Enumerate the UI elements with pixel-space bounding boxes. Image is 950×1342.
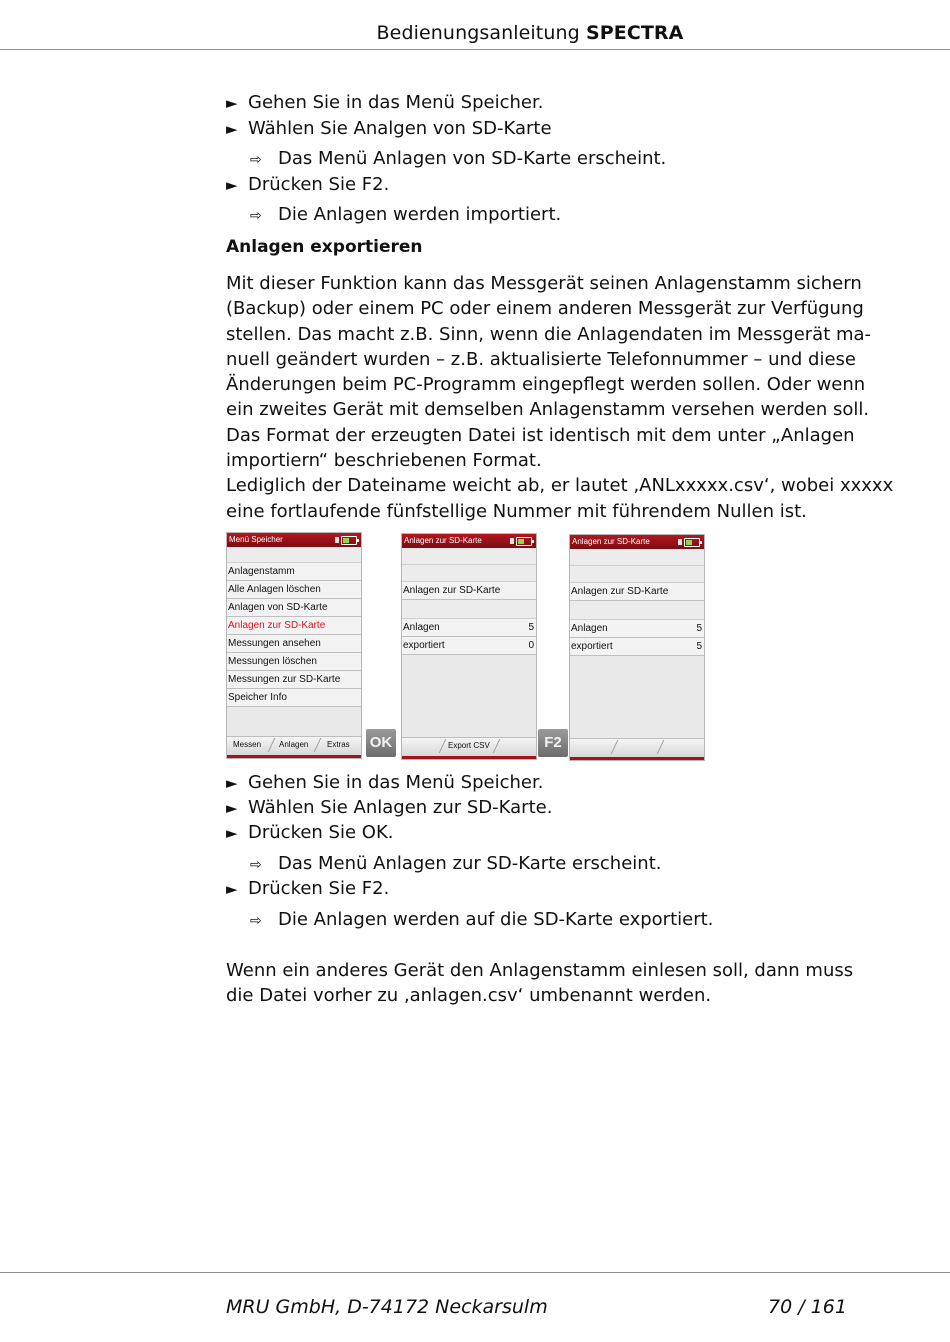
result-text: Das Menü Anlagen zur SD-Karte erscheint. xyxy=(278,853,662,874)
battery-icon xyxy=(341,536,357,545)
arrow-right-icon: ► xyxy=(226,176,238,194)
signal-icon xyxy=(510,538,514,544)
step-item xyxy=(226,174,389,195)
data-row xyxy=(570,638,704,656)
arrow-right-icon: ► xyxy=(226,824,238,842)
footer-company: MRU GmbH, D-74172 Neckarsulm xyxy=(226,1296,548,1318)
menu-item[interactable]: Speicher Info xyxy=(227,689,361,707)
result-item xyxy=(250,853,661,874)
result-text: Das Menü Anlagen von SD-Karte erscheint. xyxy=(278,148,667,169)
paragraph-line: Mit dieser Funktion kann das Messgerät seinen Anlagenstamm sichern xyxy=(226,273,862,294)
screen-spacer xyxy=(570,601,704,620)
paragraph-line: eine fortlaufende fünfstellige Nummer mit führendem Nullen ist. xyxy=(226,500,807,522)
closing-paragraph xyxy=(226,958,854,1009)
softkey-extras[interactable]: Extras xyxy=(327,740,350,749)
screen-spacer xyxy=(402,549,536,565)
row-label: Anlagen xyxy=(571,623,608,634)
softkey-bar xyxy=(227,736,361,758)
step-text: Drücken Sie F2. xyxy=(248,878,390,899)
battery-icon xyxy=(684,538,700,547)
device-screen-export-before xyxy=(401,533,537,760)
step-text: Wählen Sie Analgen von SD-Karte xyxy=(248,118,552,139)
row-label: exportiert xyxy=(403,640,445,651)
arrow-right-icon: ► xyxy=(226,880,238,898)
arrow-right-icon: ► xyxy=(226,774,238,792)
screen-spacer xyxy=(570,566,704,583)
menu-item[interactable]: Anlagenstamm xyxy=(227,563,361,581)
screen-title: Anlagen zur SD-Karte xyxy=(404,536,482,545)
screen-titlebar xyxy=(402,534,536,548)
screen-heading: Anlagen zur SD-Karte xyxy=(570,583,704,601)
result-text: Die Anlagen werden auf die SD-Karte exportiert. xyxy=(278,909,714,930)
menu-item[interactable]: Alle Anlagen löschen xyxy=(227,581,361,599)
header-title-product: SPECTRA xyxy=(585,22,684,44)
softkey-divider xyxy=(611,740,619,754)
footer-rule xyxy=(0,1272,950,1273)
softkey-bar xyxy=(402,737,536,759)
screen-spacer xyxy=(402,565,536,582)
paragraph-line: Lediglich der Dateiname weicht ab, er lautet ‚ANLxxxxx.csv‘, wobei xxxxx xyxy=(226,475,894,497)
paragraph-line: importiern“ beschriebenen Format. xyxy=(226,450,542,472)
paragraph-line: Wenn ein anderes Gerät den Anlagenstamm einlesen soll, dann muss xyxy=(226,960,854,981)
step-item xyxy=(226,92,543,113)
screen-titlebar xyxy=(570,535,704,549)
row-value: 5 xyxy=(696,623,702,634)
softkey-divider xyxy=(657,740,665,754)
menu-item-selected[interactable]: Anlagen zur SD-Karte xyxy=(227,617,361,635)
result-item xyxy=(250,909,713,930)
step-text: Gehen Sie in das Menü Speicher. xyxy=(248,92,544,113)
screen-spacer xyxy=(227,548,361,563)
screen-title: Anlagen zur SD-Karte xyxy=(572,537,650,546)
screen-spacer xyxy=(402,600,536,619)
softkey-export-csv[interactable]: Export CSV xyxy=(448,741,490,750)
step-item xyxy=(226,772,543,793)
step-text: Drücken Sie F2. xyxy=(248,174,390,195)
f2-key-button[interactable]: F2 xyxy=(538,729,568,757)
signal-icon xyxy=(335,537,339,543)
paragraph-line: stellen. Das macht z.B. Sinn, wenn die Anlagendaten im Messgerät ma- xyxy=(226,323,872,345)
paragraph-line: (Backup) oder einem PC oder einem anderen Messgerät zur Verfügung xyxy=(226,298,864,320)
data-row xyxy=(402,637,536,655)
softkey-bar xyxy=(570,738,704,760)
screen-spacer xyxy=(570,550,704,566)
softkey-divider xyxy=(493,739,501,753)
softkey-messen[interactable]: Messen xyxy=(233,740,262,749)
body-paragraph xyxy=(226,271,894,524)
screen-title: Menü Speicher xyxy=(229,535,283,544)
row-value: 5 xyxy=(696,641,702,652)
arrow-right-icon: ► xyxy=(226,799,238,817)
softkey-anlagen[interactable]: Anlagen xyxy=(279,740,309,749)
signal-icon xyxy=(678,539,682,545)
step-item xyxy=(226,822,393,843)
result-text: Die Anlagen werden importiert. xyxy=(278,204,562,225)
menu-item[interactable]: Anlagen von SD-Karte xyxy=(227,599,361,617)
row-label: exportiert xyxy=(571,641,613,652)
section-heading: Anlagen exportieren xyxy=(226,237,423,257)
step-text: Gehen Sie in das Menü Speicher. xyxy=(248,772,544,793)
step-item xyxy=(226,797,552,818)
menu-item[interactable]: Messungen zur SD-Karte xyxy=(227,671,361,689)
paragraph-line: Änderungen beim PC-Programm eingepflegt werden sollen. Oder wenn xyxy=(226,374,866,396)
row-value: 0 xyxy=(528,640,534,651)
softkey-divider xyxy=(439,739,447,753)
paragraph-line: die Datei vorher zu ‚anlagen.csv‘ umbenannt werden. xyxy=(226,985,712,1007)
menu-item[interactable]: Messungen löschen xyxy=(227,653,361,671)
step-item xyxy=(226,118,552,139)
result-item xyxy=(250,148,666,169)
paragraph-line: ein zweites Gerät mit demselben Anlagenstamm versehen werden soll. xyxy=(226,399,870,421)
footer-page-number: 70 / 161 xyxy=(768,1296,847,1318)
result-item xyxy=(250,204,561,225)
paragraph-line: nuell geändert wurden – z.B. aktualisierte Telefonnummer – und diese xyxy=(226,348,856,370)
arrow-right-icon: ► xyxy=(226,120,238,138)
device-screen-memory-menu xyxy=(226,532,362,759)
hollow-arrow-icon: ⇨ xyxy=(250,208,262,224)
hollow-arrow-icon: ⇨ xyxy=(250,152,262,168)
hollow-arrow-icon: ⇨ xyxy=(250,913,262,929)
paragraph-line: Das Format der erzeugten Datei ist identisch mit dem unter „Anlagen xyxy=(226,424,855,446)
device-screen-export-after xyxy=(569,534,705,761)
menu-item[interactable]: Messungen ansehen xyxy=(227,635,361,653)
data-row xyxy=(570,620,704,638)
arrow-right-icon: ► xyxy=(226,94,238,112)
header-title-prefix: Bedienungsanleitung xyxy=(376,22,586,44)
softkey-divider xyxy=(314,738,322,752)
data-row xyxy=(402,619,536,637)
row-value: 5 xyxy=(528,622,534,633)
softkey-divider xyxy=(268,738,276,752)
screen-titlebar xyxy=(227,533,361,547)
hollow-arrow-icon: ⇨ xyxy=(250,857,262,873)
step-text: Wählen Sie Anlagen zur SD-Karte. xyxy=(248,797,553,818)
ok-key-button[interactable]: OK xyxy=(366,729,396,757)
row-label: Anlagen xyxy=(403,622,440,633)
step-text: Drücken Sie OK. xyxy=(248,822,394,843)
step-item xyxy=(226,878,389,899)
screen-heading: Anlagen zur SD-Karte xyxy=(402,582,536,600)
battery-icon xyxy=(516,537,532,546)
